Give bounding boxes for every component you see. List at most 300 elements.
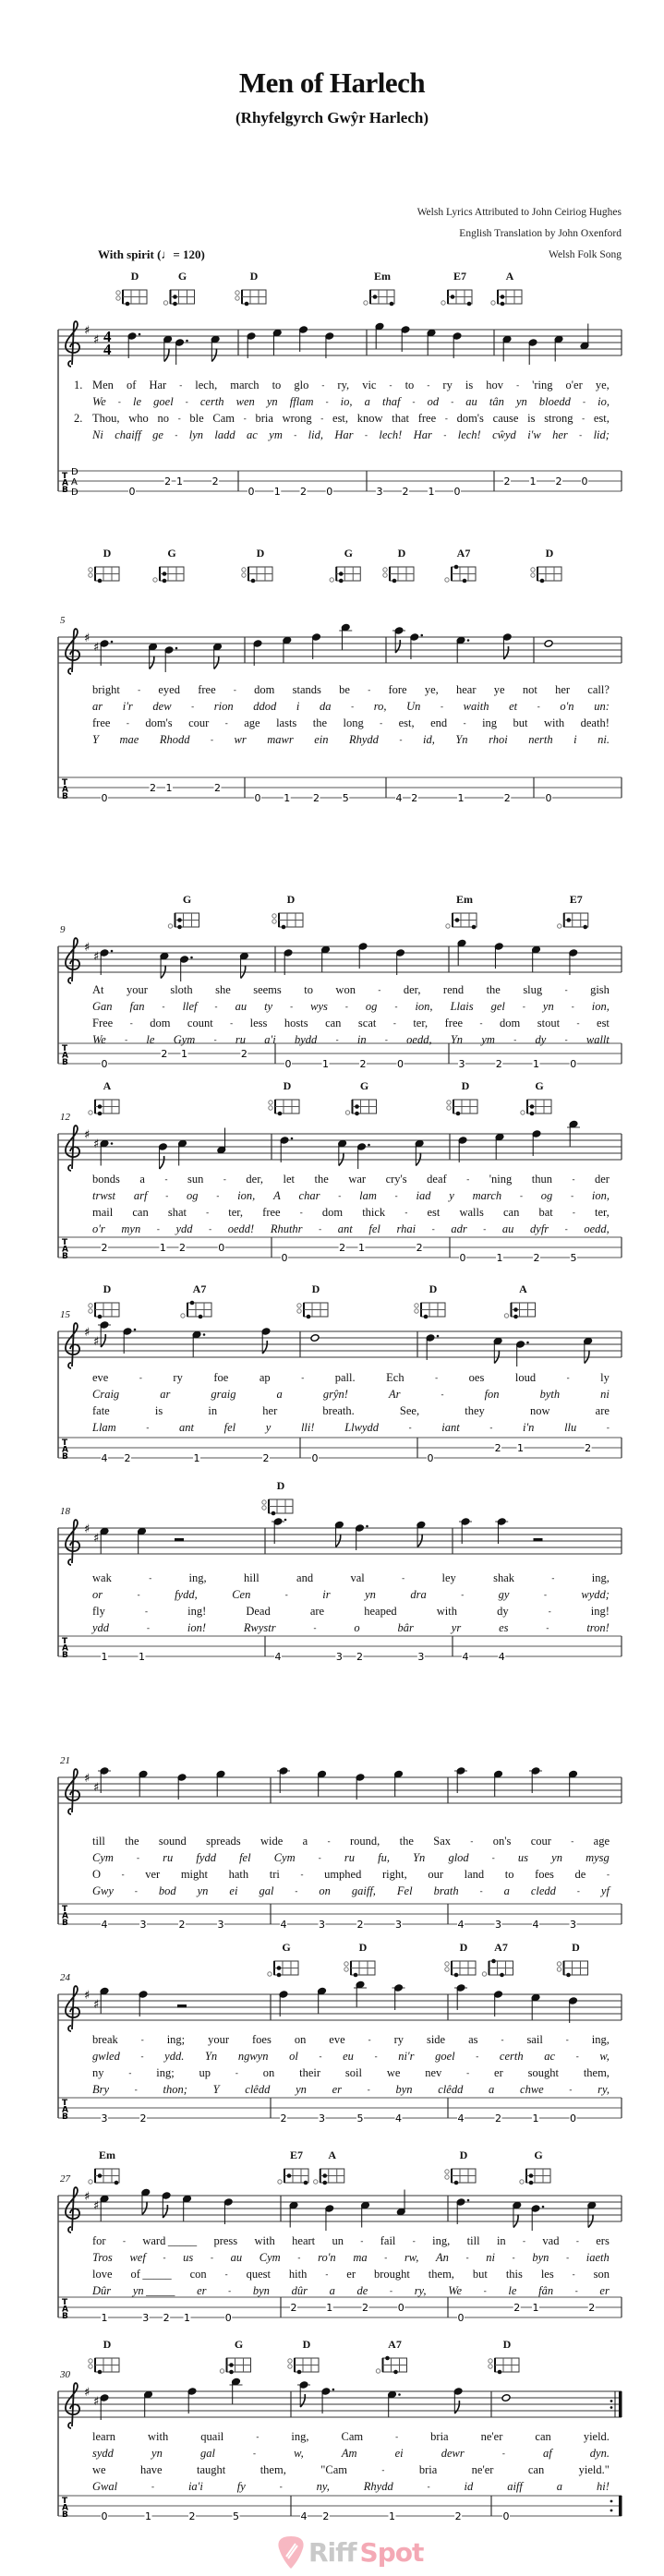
note xyxy=(284,949,293,975)
lyric-line xyxy=(92,1619,610,1636)
diagram-open-string xyxy=(445,578,449,582)
key-signature-sharp: ♯ xyxy=(84,1772,91,1786)
lyric-syllable: est, xyxy=(332,412,349,425)
lyric-syllable: char xyxy=(298,1189,320,1202)
tab-clef-letter: B xyxy=(62,1252,68,1261)
lyric-hyphen: - xyxy=(163,2253,166,2262)
lyric-syllable: dew xyxy=(152,700,172,713)
lyric-syllable: to xyxy=(304,983,313,996)
tab-fret-number: 4 xyxy=(457,2113,465,2125)
tab-fret-number: 4 xyxy=(457,1919,465,1931)
lyric-syllable: ing, xyxy=(432,2234,451,2247)
note xyxy=(456,636,469,662)
lyric-syllable: can xyxy=(325,1017,342,1029)
lyric-line xyxy=(92,2462,610,2478)
diagram-open-string xyxy=(344,1968,348,1971)
tab-fret-number: 0 xyxy=(397,1058,404,1070)
lyric-syllable: Fel xyxy=(396,1884,413,1897)
lyric-syllable: Gan xyxy=(92,1000,113,1013)
lyric-syllable: soil xyxy=(344,2066,362,2079)
lyric-syllable: mysg xyxy=(586,1851,610,1864)
lyric-hyphen: - xyxy=(162,1002,165,1011)
augmentation-dot xyxy=(175,647,178,650)
half-rest xyxy=(175,1538,184,1542)
lyric-syllable: ia'i xyxy=(187,2480,203,2493)
note xyxy=(502,335,512,361)
lyric-syllable: heaped xyxy=(364,1605,397,1618)
lyric-syllable: ma xyxy=(353,2251,368,2264)
lyric-syllable: walls xyxy=(459,1206,484,1219)
lyric-syllable: rion xyxy=(213,700,234,713)
diagram-dot xyxy=(163,572,167,576)
tab-string-name: A xyxy=(71,477,78,488)
lyric-syllable: bonds xyxy=(92,1173,120,1186)
lyric-hyphen: - xyxy=(548,1607,551,1616)
lyric-syllable: yn xyxy=(151,2447,163,2460)
lyric-syllable: ant xyxy=(178,1421,194,1434)
diagram-open-string xyxy=(297,1309,301,1313)
tab-fret-number: 4 xyxy=(280,1919,287,1931)
tab-fret-number: 2 xyxy=(150,782,156,794)
note xyxy=(216,1770,225,1796)
lyric-syllable: glo xyxy=(294,379,309,391)
lyric-syllable: dom's xyxy=(145,716,173,729)
augmentation-dot xyxy=(111,950,114,953)
lyric-syllable: Har xyxy=(334,428,354,441)
eighth-flag xyxy=(101,1334,105,1347)
chord-symbol: D xyxy=(103,547,112,560)
note xyxy=(177,1774,187,1800)
augmentation-dot xyxy=(291,1138,294,1140)
lyric-syllable: dom xyxy=(500,1017,521,1029)
lyric-syllable: au xyxy=(235,1000,247,1013)
diagram-open-string xyxy=(89,1304,92,1307)
measure-number: 30 xyxy=(60,2369,70,2380)
diagram-open-string xyxy=(268,1972,272,1976)
note xyxy=(272,329,282,355)
tab-fret-number: 1 xyxy=(159,1242,166,1254)
lyric-syllable: a xyxy=(503,1884,510,1897)
diagram-dot xyxy=(472,925,477,930)
lyric-syllable: lasts xyxy=(276,716,297,729)
lyric-syllable: graig xyxy=(211,1388,236,1401)
diagram-open-string xyxy=(345,1111,349,1114)
lyric-syllable: Har xyxy=(413,428,432,441)
measure-number: 5 xyxy=(60,615,66,626)
chord-symbol: A xyxy=(103,1079,112,1092)
tab-fret-number: 1 xyxy=(273,486,281,498)
lyric-hyphen: - xyxy=(465,2253,469,2262)
lyric-syllable: cour xyxy=(530,1835,551,1848)
lyric-syllable: arf xyxy=(133,1189,148,1202)
lyric-syllable: fel xyxy=(368,1222,380,1235)
lyric-syllable: but xyxy=(513,716,528,729)
lyric-syllable: learn xyxy=(92,2430,115,2443)
lyric-syllable: w, xyxy=(599,2050,610,2063)
augmentation-dot xyxy=(139,333,141,336)
lyric-syllable: free xyxy=(198,683,216,696)
note xyxy=(182,2195,191,2221)
lyric-syllable: ac xyxy=(247,428,258,441)
lyric-syllable: est, xyxy=(593,412,610,425)
lyric-syllable: fan xyxy=(129,1000,145,1013)
lyric-syllable: bat xyxy=(538,1206,553,1219)
lyric-syllable: est xyxy=(427,1206,441,1219)
lyric-syllable: rhoi xyxy=(489,733,508,746)
lyric-syllable: nev xyxy=(425,2066,442,2079)
lyric-syllable: dy xyxy=(535,1033,547,1046)
lyric-syllable: af xyxy=(542,2447,552,2460)
note xyxy=(457,939,466,965)
lyric-hyphen: - xyxy=(146,1623,150,1632)
chord-symbol: D xyxy=(502,2338,512,2351)
lyric-syllable: dom xyxy=(150,1017,171,1029)
diagram-dot xyxy=(501,302,505,307)
diagram-open-string xyxy=(376,2369,380,2373)
diagram-dot xyxy=(173,302,177,307)
lyric-syllable: fail xyxy=(380,2234,396,2247)
lyric-syllable: Cam xyxy=(341,2430,364,2443)
tab-fret-number: 3 xyxy=(570,1919,576,1931)
tab-fret-number: 2 xyxy=(362,2302,368,2314)
lyric-syllable: ny xyxy=(92,2066,104,2079)
lyric-syllable: till xyxy=(466,2234,480,2247)
lyric-syllable: waith xyxy=(463,700,489,713)
tab-fret-number: 3 xyxy=(217,1919,224,1931)
translation-credit: English Translation by John Oxenford xyxy=(459,228,622,239)
augmentation-dot xyxy=(542,2206,545,2209)
tab-fret-number: 3 xyxy=(458,1058,465,1070)
tab-fret-number: 2 xyxy=(416,1242,423,1254)
tab-fret-number: 0 xyxy=(218,1242,225,1254)
lyric-syllable: hosts xyxy=(284,1017,308,1029)
chord-diagram-D xyxy=(272,913,303,929)
lyric-hyphen: - xyxy=(572,1174,575,1184)
song-subtitle: (Rhyfelgyrch Gwŷr Harlech) xyxy=(235,109,429,126)
lyric-hyphen: - xyxy=(470,1836,474,1846)
note xyxy=(375,322,384,348)
chord-diagram-E7 xyxy=(441,290,472,306)
tab-clef-letter: T xyxy=(62,472,68,481)
lyric-line xyxy=(92,2233,610,2249)
lyric-syllable: bloedd xyxy=(538,395,571,408)
note xyxy=(100,1987,109,2013)
lyric-syllable: oedd, xyxy=(584,1222,610,1235)
tab-fret-number: 2 xyxy=(494,1442,501,1454)
diagram-open-string xyxy=(445,1968,449,1971)
lyric-syllable: da xyxy=(319,700,332,713)
note xyxy=(513,2201,522,2227)
diagram-dot xyxy=(500,1973,504,1978)
lyric-syllable: ry xyxy=(173,1371,183,1384)
diagram-open-string xyxy=(89,573,92,577)
lyric-syllable: le xyxy=(133,395,142,408)
tab-clef-letter: A xyxy=(62,1643,68,1654)
lyric-syllable: wr xyxy=(234,733,247,746)
measure-number: 15 xyxy=(60,1309,70,1320)
eighth-flag xyxy=(300,2394,305,2407)
note xyxy=(247,332,256,358)
lyric-hyphen: - xyxy=(290,1002,294,1011)
diagram-open-string xyxy=(153,578,157,582)
lyric-hyphen: - xyxy=(223,1174,226,1184)
lyric-hyphen: - xyxy=(412,2236,416,2245)
diagram-dot xyxy=(393,2370,398,2375)
diagram-dot xyxy=(277,1973,282,1978)
chord-symbol: G xyxy=(535,1079,544,1092)
tab-clef-letter: T xyxy=(62,778,68,788)
chord-diagram-A7 xyxy=(482,1959,513,1978)
lyric-syllable: land xyxy=(464,1868,485,1881)
lyric-syllable: le xyxy=(508,2284,517,2297)
lyric-syllable: le xyxy=(146,1033,155,1046)
lyric-hyphen: - xyxy=(179,380,183,390)
note xyxy=(354,1980,367,2006)
chord-symbol: E7 xyxy=(289,2149,304,2161)
eighth-flag xyxy=(395,640,400,653)
lyric-syllable: with xyxy=(543,716,565,729)
diagram-open-string xyxy=(272,920,276,923)
diagram-dot xyxy=(424,1315,429,1319)
diagram-dot xyxy=(177,925,182,930)
tab-fret-number: 2 xyxy=(211,475,219,488)
lyric-syllable: 'ning xyxy=(489,1173,513,1186)
chord-diagram-D xyxy=(242,567,272,583)
lyric-syllable: bria xyxy=(430,2430,449,2443)
chord-diagram-Em xyxy=(446,913,477,929)
lyric-line xyxy=(92,1883,610,1899)
tab-clef-letter: B xyxy=(62,2312,68,2321)
lyric-syllable: adr xyxy=(451,1222,467,1235)
note xyxy=(502,633,512,659)
chord-diagram-G xyxy=(520,2169,550,2185)
lyric-syllable: ac xyxy=(544,2050,556,2063)
diagram-open-string xyxy=(262,1506,266,1510)
lyric-syllable: free xyxy=(444,1017,464,1029)
note xyxy=(494,943,503,969)
watermark-riff: Riff xyxy=(308,2536,356,2568)
lyric-syllable: them, xyxy=(260,2463,286,2476)
note xyxy=(217,1128,226,1154)
lyric-hyphen: - xyxy=(395,2432,399,2441)
lyric-hyphen: - xyxy=(175,430,178,439)
lyric-syllable: yr xyxy=(451,1621,462,1634)
tab-fret-number: 2 xyxy=(513,2302,521,2314)
augmentation-dot xyxy=(526,1342,529,1344)
lyric-hyphen: - xyxy=(327,1836,331,1846)
tab-fret-number: 2 xyxy=(163,2312,170,2324)
lyric-syllable: her xyxy=(555,683,571,696)
diagram-dot xyxy=(354,1973,358,1978)
lyric-syllable: can xyxy=(527,2463,545,2476)
lyric-syllable: ap xyxy=(259,1371,271,1384)
lyric-line xyxy=(92,998,610,1015)
note xyxy=(392,1984,405,2010)
lyric-syllable: know xyxy=(356,412,383,425)
lyric-syllable: ydd. xyxy=(164,2050,185,2063)
lyric-syllable: ward _____ xyxy=(142,2234,198,2247)
chord-symbol: D xyxy=(302,2338,311,2351)
lyric-hyphen: - xyxy=(576,1886,580,1896)
lyric-syllable: i xyxy=(296,700,300,713)
lyric-syllable: Ni xyxy=(92,428,103,441)
measure-number: 9 xyxy=(60,924,66,935)
lyric-hyphen: - xyxy=(606,1870,610,1879)
lyric-syllable: er xyxy=(332,2083,343,2096)
note xyxy=(279,1991,288,2016)
lyric-hyphen: - xyxy=(122,2236,126,2245)
lyric-hyphen: - xyxy=(463,718,466,728)
lyric-syllable: cŵyd xyxy=(492,428,516,441)
tab-fret-number: 3 xyxy=(142,2312,150,2324)
lyric-syllable: ing; xyxy=(156,2066,175,2079)
lyric-syllable: lech, xyxy=(195,379,218,391)
tab-clef-letter: A xyxy=(62,1051,68,1061)
tab-fret-number: 3 xyxy=(101,2113,108,2125)
chord-symbol: E7 xyxy=(453,270,467,283)
lyric-syllable: side xyxy=(426,2033,446,2046)
lyric-syllable: age xyxy=(244,716,260,729)
lyric-syllable: trwst xyxy=(92,1189,116,1202)
tab-clef-letter: B xyxy=(62,1919,68,1928)
lyric-line xyxy=(92,2266,610,2282)
diagram-dot xyxy=(529,2181,534,2185)
lyric-hyphen: - xyxy=(121,1870,125,1879)
lyric-hyphen: - xyxy=(564,1035,568,1044)
lyric-syllable: let xyxy=(283,1173,295,1186)
tab-clef-letter: A xyxy=(62,478,68,488)
chord-diagram-D xyxy=(89,2358,119,2374)
lyric-hyphen: - xyxy=(412,397,416,406)
lyric-syllable: march xyxy=(230,379,260,391)
lyric-syllable: au xyxy=(501,1222,514,1235)
note xyxy=(393,1770,403,1796)
lyric-syllable: breath. xyxy=(322,1404,355,1417)
lyric-syllable: and xyxy=(296,1571,314,1584)
diagram-open-string xyxy=(441,301,445,305)
lyric-syllable: brath xyxy=(433,1884,459,1897)
diagram-open-string xyxy=(278,2180,282,2184)
lyric-syllable: de xyxy=(574,1868,586,1881)
lyric-hyphen: - xyxy=(360,2236,364,2245)
measure-number: 21 xyxy=(60,1755,70,1766)
tab-clef xyxy=(62,2298,68,2321)
measure-number: 24 xyxy=(60,1972,70,1983)
diagram-dot xyxy=(339,579,344,584)
tab-fret-number: 4 xyxy=(300,2510,308,2522)
lyric-syllable: ir xyxy=(322,1588,331,1601)
lyric-hyphen: - xyxy=(427,2482,430,2491)
song-title: Men of Harlech xyxy=(238,66,426,99)
diagram-open-string xyxy=(558,924,561,928)
lyric-syllable: shak xyxy=(493,1571,515,1584)
tab-fret-number: 2 xyxy=(280,2113,287,2125)
lyric-syllable: dyn. xyxy=(589,2447,610,2460)
tab-clef-letter: B xyxy=(62,1651,68,1660)
chord-symbol: G xyxy=(182,893,192,906)
lyric-syllable: ro'n xyxy=(318,2251,336,2264)
diagram-dot xyxy=(583,925,587,930)
diagram-open-string xyxy=(383,573,387,577)
diagram-open-string xyxy=(482,1972,486,1976)
augmentation-dot xyxy=(111,641,114,644)
lyric-syllable: ye, xyxy=(595,379,610,391)
diagram-dot xyxy=(98,1112,103,1116)
lyric-syllable: wide xyxy=(260,1835,284,1848)
lyric-syllable: Yn xyxy=(204,2050,218,2063)
lyric-syllable: i'r xyxy=(122,700,133,713)
diagram-dot xyxy=(98,2173,103,2178)
lyric-hyphen: - xyxy=(564,1224,568,1234)
lyric-hyphen: - xyxy=(572,2269,575,2279)
note xyxy=(338,1139,347,1165)
chord-symbol: A7 xyxy=(192,1282,207,1295)
chord-symbol: D xyxy=(130,270,139,283)
lyric-syllable: dûr xyxy=(291,2284,308,2297)
lyric-syllable: a'i xyxy=(264,1033,276,1046)
lyric-syllable: on xyxy=(262,2066,275,2079)
tab-fret-number: 1 xyxy=(533,1058,539,1070)
lyric-syllable: age xyxy=(593,1835,610,1848)
lyric-syllable: byn xyxy=(252,2284,270,2297)
lyric-syllable: hill xyxy=(244,1571,260,1584)
key-signature-sharp: ♯ xyxy=(93,641,100,655)
lyric-syllable: At xyxy=(92,983,104,996)
diagram-open-string xyxy=(89,568,92,572)
eighth-flag xyxy=(454,2401,459,2413)
tab-fret-number: 3 xyxy=(319,1919,325,1931)
lyric-syllable: Craig xyxy=(92,1388,120,1401)
chord-diagram-D xyxy=(344,1961,375,1977)
chord-diagram-G xyxy=(168,913,199,929)
lyric-hyphen: - xyxy=(145,1607,148,1616)
chord-symbol: D xyxy=(429,1282,438,1295)
note xyxy=(501,2394,511,2402)
tab-clef-letter: T xyxy=(62,1238,68,1247)
lyric-syllable: ge xyxy=(152,428,163,441)
tempo-bpm: (♩= 120) xyxy=(157,247,205,261)
note xyxy=(531,1993,540,2019)
eighth-flag xyxy=(262,1341,267,1354)
lyric-syllable: ar xyxy=(92,700,103,713)
repeat-dot xyxy=(610,2406,613,2409)
lyric-syllable: tri xyxy=(269,1868,280,1881)
lyric-hyphen: - xyxy=(466,1174,470,1184)
tab-fret-number: 2 xyxy=(359,1058,367,1070)
lyric-syllable: a xyxy=(364,395,370,408)
lyric-hyphen: - xyxy=(134,2085,138,2094)
lyric-syllable: See, xyxy=(399,1404,420,1417)
tab-clef-letter: T xyxy=(62,1438,68,1448)
lyric-line xyxy=(92,410,610,427)
lyric-syllable: gel xyxy=(490,1000,505,1013)
tab-fret-number: 2 xyxy=(454,2510,462,2522)
lyric-syllable: Har xyxy=(149,379,167,391)
treble-clef-icon xyxy=(66,1520,79,1565)
lyric-hyphen: - xyxy=(479,1018,483,1028)
lyric-syllable: We xyxy=(92,1033,106,1046)
lyric-syllable: dom xyxy=(321,1206,344,1219)
lyric-line xyxy=(92,1171,610,1187)
chord-diagram-D xyxy=(89,1303,119,1318)
lyric-hyphen: - xyxy=(572,1208,575,1217)
tab-fret-number: 2 xyxy=(290,2302,297,2314)
lyric-syllable: iant xyxy=(441,1421,460,1434)
lyric-syllable: son xyxy=(593,2268,610,2281)
diagram-dot xyxy=(251,579,256,584)
note xyxy=(141,2188,151,2214)
tab-fret-number: 4 xyxy=(274,1651,282,1663)
